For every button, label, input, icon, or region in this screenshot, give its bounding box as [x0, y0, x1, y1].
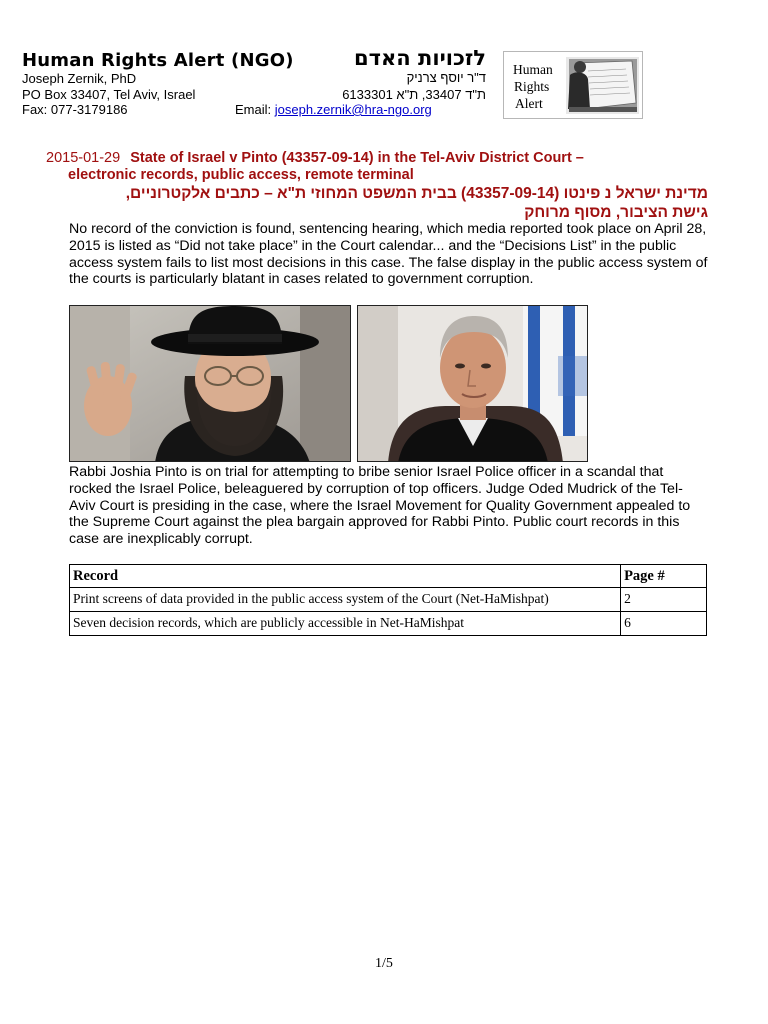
logo-word-alert: Alert — [515, 96, 543, 111]
hra-logo — [503, 51, 643, 119]
address-english: PO Box 33407, Tel Aviv, Israel — [22, 87, 196, 102]
record-description: Seven decision records, which are publicly accessible in Net-HaMishpat — [70, 612, 621, 636]
email-line — [235, 102, 432, 117]
email-link[interactable]: joseph.zernik@hra-ngo.org — [274, 102, 432, 117]
address-hebrew: ת"ד 33407, ת"א 6133301 — [342, 87, 486, 102]
intro-paragraph: No record of the conviction is found, sentencing hearing, which media reported took place on April 28, 2015 is listed as “Did not take place” in the Court calendar... and the “Decisions List” in the public access system fails to list most decisions in this case. The false display in the public access system of the courts is particularly blatant in cases related to government corruption. — [69, 221, 708, 288]
records-table — [69, 564, 707, 636]
author-name-hebrew: ד"ר יוסף צרניק — [406, 70, 486, 85]
org-name-hebrew: לזכויות האדם — [354, 46, 486, 70]
org-name-english: Human Rights Alert (NGO) — [22, 50, 294, 71]
record-description: Print screens of data provided in the public access system of the Court (Net-HaMishpat) — [70, 588, 621, 612]
photo-judge-image — [358, 306, 588, 462]
fax-number: Fax: 077-3179186 — [22, 102, 128, 117]
table-row — [70, 612, 707, 636]
photo-rabbi-image — [70, 306, 351, 462]
author-name-english: Joseph Zernik, PhD — [22, 71, 137, 86]
photo-judge-mudrick — [357, 305, 588, 462]
photo-rabbi-pinto — [69, 305, 351, 462]
record-page-number: 2 — [621, 588, 707, 612]
title-hebrew-line-2: גישת הציבור, מסוף מרוחק — [524, 204, 708, 221]
document-title — [46, 150, 710, 222]
title-date: 2015-01-29 — [46, 150, 121, 166]
logo-word-human: Human — [513, 62, 553, 77]
logo-word-rights: Rights — [514, 79, 550, 94]
column-header-page: Page # — [621, 565, 707, 588]
title-hebrew-line-1: מדינת ישראל נ פינטו (43357-09-14) בבית המשפט המחוזי ת"א – כתבים אלקטרוניים, — [125, 185, 708, 202]
column-header-record: Record — [70, 565, 621, 588]
table-row — [70, 588, 707, 612]
email-label: Email: — [235, 102, 272, 117]
page-number: 1/5 — [375, 956, 393, 971]
title-line-1 — [46, 150, 710, 167]
logo-text — [513, 61, 553, 112]
table-header-row — [70, 565, 707, 588]
logo-image — [566, 57, 639, 114]
title-line-2: electronic records, public access, remote terminal — [68, 167, 414, 183]
case-description-paragraph: Rabbi Joshia Pinto is on trial for attempting to bribe senior Israel Police officer in a scandal that rocked the Israel Police, beleaguered by corruption of top officers. Judge Oded Mudrick of the Tel-Aviv Court is presiding in the case, where the Israel Movement for Quality Government appealed to the Supreme Court against the plea bargain approved for Rabbi Pinto. Public court records in this case are inexplicably corrupt. — [69, 464, 691, 548]
record-page-number: 6 — [621, 612, 707, 636]
title-case-name: State of Israel v Pinto (43357-09-14) in the Tel-Aviv District Court – — [130, 150, 584, 166]
